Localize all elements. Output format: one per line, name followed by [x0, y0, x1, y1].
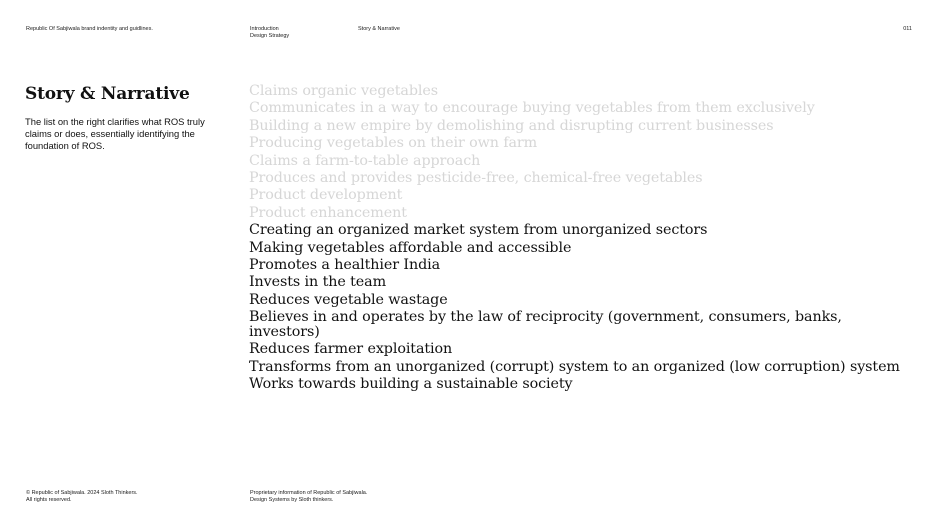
header-brand: Republic Of Sabjiwala brand indentity and guidlines. — [26, 26, 153, 32]
claim-muted-5: Claims a farm-to-table approach — [249, 152, 481, 169]
claim-true-9: Works towards building a sustainable society — [249, 376, 573, 393]
page-number: 011 — [903, 26, 912, 32]
claim-true-1: Creating an organized market system from unorganized sectors — [249, 222, 708, 239]
claim-muted-7: Product development — [249, 187, 403, 204]
claim-true-3: Promotes a healthier India — [249, 256, 441, 273]
claim-true-7: Reduces farmer exploitation — [249, 341, 453, 358]
claim-muted-2: Communicates in a way to encourage buying vegetables from them exclusively — [249, 100, 815, 117]
header-section-strategy: Design Strategy — [250, 33, 290, 39]
footer-proprietary-line1: Proprietary information of Republic of Sabjiwala. — [250, 490, 368, 496]
page-title: Story & Narrative — [25, 84, 190, 104]
claim-true-8: Transforms from an unorganized (corrupt) system to an organized (low corruption) system — [249, 358, 900, 375]
claim-true-6: Believes in and operates by the law of reciprocity (government, consumers, banks, investors) — [249, 309, 842, 341]
footer-proprietary-line2: Design Systems by Sloth thinkers. — [250, 497, 334, 503]
header-section — [250, 26, 289, 40]
claim-true-2: Making vegetables affordable and accessible — [249, 239, 572, 256]
header-topic: Story & Narrative — [358, 26, 400, 32]
footer-proprietary — [250, 490, 367, 504]
footer-copyright-line1: © Republic of Sabjiwala. 2024 Sloth Thinkers. — [26, 490, 138, 496]
claim-true-5: Reduces vegetable wastage — [249, 291, 448, 308]
header-section-intro: Introduction — [250, 26, 279, 32]
claims-list — [249, 84, 909, 395]
claim-true-4: Invests in the team — [249, 274, 387, 291]
claim-muted-8: Product enhancement — [249, 204, 407, 221]
claim-muted-6: Produces and provides pesticide-free, chemical-free vegetables — [249, 169, 703, 186]
claim-muted-4: Producing vegetables on their own farm — [249, 135, 538, 152]
page-description: The list on the right clarifies what ROS truly claims or does, essentially identifying the foundation of ROS. — [25, 116, 205, 151]
claim-muted-1: Claims organic vegetables — [249, 83, 438, 99]
footer-copyright — [26, 490, 138, 504]
footer-copyright-line2: All rights reserved. — [26, 497, 72, 503]
claim-muted-3: Building a new empire by demolishing and disrupting current businesses — [249, 117, 774, 134]
